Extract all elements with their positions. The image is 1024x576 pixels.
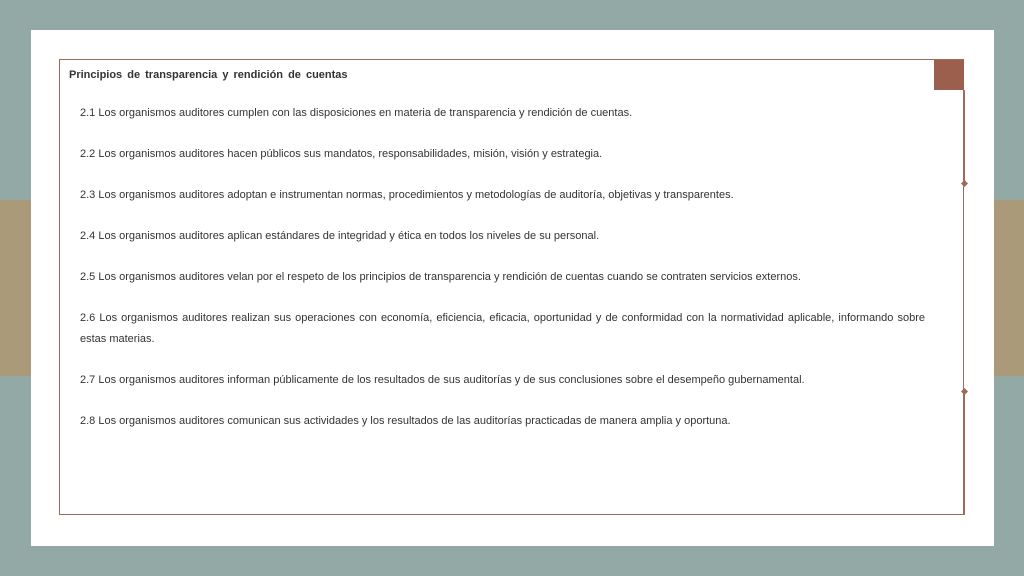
corner-accent-block [934,60,964,90]
principles-list [80,103,925,452]
principle-item-2-3: 2.3 Los organismos auditores adoptan e instrumentan normas, procedimientos y metodologías de auditoría, objetivas y transparentes. [80,189,734,201]
principle-item-2-1: 2.1 Los organismos auditores cumplen con las disposiciones en materia de transparencia y rendición de cuentas. [80,107,633,119]
principle-item-2-8: 2.8 Los organismos auditores comunican sus actividades y los resultados de las auditorías practicadas de manera amplia y oportuna. [80,414,731,427]
principle-item-2-2: 2.2 Los organismos auditores hacen públicos sus mandatos, responsabilidades, misión, visión y estrategia. [80,148,603,160]
left-accent-band [0,200,32,376]
frame-accent-line-bottom [964,392,965,515]
principle-item-2-5: 2.5 Los organismos auditores velan por el respeto de los principios de transparencia y rendición de cuentas cuando se contraten servicios externos. [80,271,801,283]
slide-title: Principios de transparencia y rendición de cuentas [69,69,348,81]
principle-item-2-4: 2.4 Los organismos auditores aplican estándares de integridad y ética en todos los niveles de su personal. [80,230,600,242]
principle-item-2-6: 2.6 Los organismos auditores realizan sus operaciones con economía, eficiencia, eficacia, oportunidad y de conformidad con la normatividad aplicable, informando sobre estas materias. [80,312,925,345]
frame-accent-line-top [964,90,965,183]
principle-item-2-7: 2.7 Los organismos auditores informan públicamente de los resultados de sus auditorías y de sus conclusiones sobre el desempeño gubernamental. [80,373,805,386]
